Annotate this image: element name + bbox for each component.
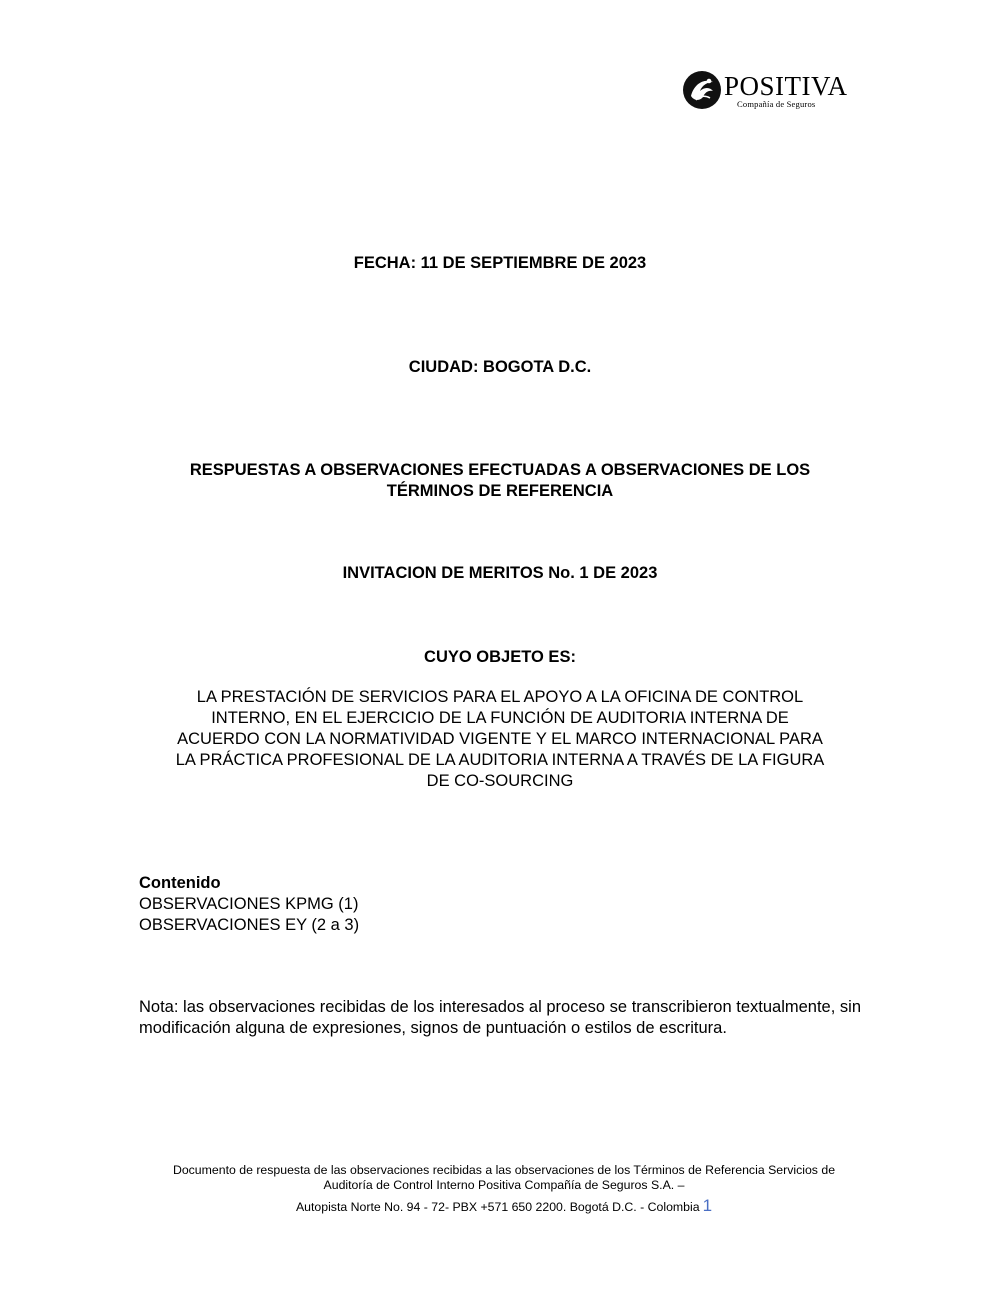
object-line: INTERNO, EN EL EJERCICIO DE LA FUNCIÓN DE AUDITORIA INTERNA DE: [211, 709, 789, 727]
contents-item: OBSERVACIONES KPMG (1): [139, 895, 359, 913]
contents-item: OBSERVACIONES EY (2 a 3): [139, 916, 360, 934]
document-city: CIUDAD: BOGOTA D.C.: [408, 358, 592, 376]
positiva-logo-icon: [682, 70, 722, 110]
footer-address: [140, 1198, 868, 1215]
object-line: LA PRÁCTICA PROFESIONAL DE LA AUDITORIA INTERNA A TRAVÉS DE LA FIGURA: [175, 751, 825, 769]
footer-description: [140, 1163, 868, 1193]
company-logo: [682, 70, 852, 112]
object-line: LA PRESTACIÓN DE SERVICIOS PARA EL APOYO A LA OFICINA DE CONTROL: [196, 688, 804, 706]
note-paragraph: Nota: las observaciones recibidas de los interesados al proceso se transcribieron textualmente, sin modificación alguna de expresiones, signos de puntuación o estilos de escritura.: [139, 998, 861, 1037]
logo-tagline: Compañía de Seguros: [737, 99, 816, 109]
object-heading: CUYO OBJETO ES:: [424, 648, 576, 666]
object-line: DE CO-SOURCING: [426, 772, 574, 790]
contents-title: Contenido: [139, 874, 221, 892]
object-description: [135, 687, 865, 792]
document-title-line-2: TÉRMINOS DE REFERENCIA: [386, 482, 614, 500]
document-title-line-1: RESPUESTAS A OBSERVACIONES EFECTUADAS A OBSERVACIONES DE LOS: [189, 461, 811, 479]
object-line: ACUERDO CON LA NORMATIVIDAD VIGENTE Y EL MARCO INTERNACIONAL PARA: [177, 730, 823, 748]
page-number: 1: [702, 1196, 713, 1215]
contents-section: [139, 873, 359, 936]
footer-line-1: Documento de respuesta de las observaciones recibidas a las observaciones de los Términos de Referencia Servicios de: [172, 1163, 836, 1177]
footer-line-2: Auditoría de Control Interno Positiva Compañía de Seguros S.A. –: [323, 1178, 685, 1192]
invitation-number: INVITACION DE MERITOS No. 1 DE 2023: [342, 564, 658, 582]
logo-wordmark: POSITIVA: [724, 71, 848, 101]
document-title: [130, 460, 870, 502]
footer-line-3: Autopista Norte No. 94 - 72- PBX +571 650 2200. Bogotá D.C. - Colombia: [295, 1200, 700, 1214]
document-date: FECHA: 11 DE SEPTIEMBRE DE 2023: [353, 254, 647, 272]
